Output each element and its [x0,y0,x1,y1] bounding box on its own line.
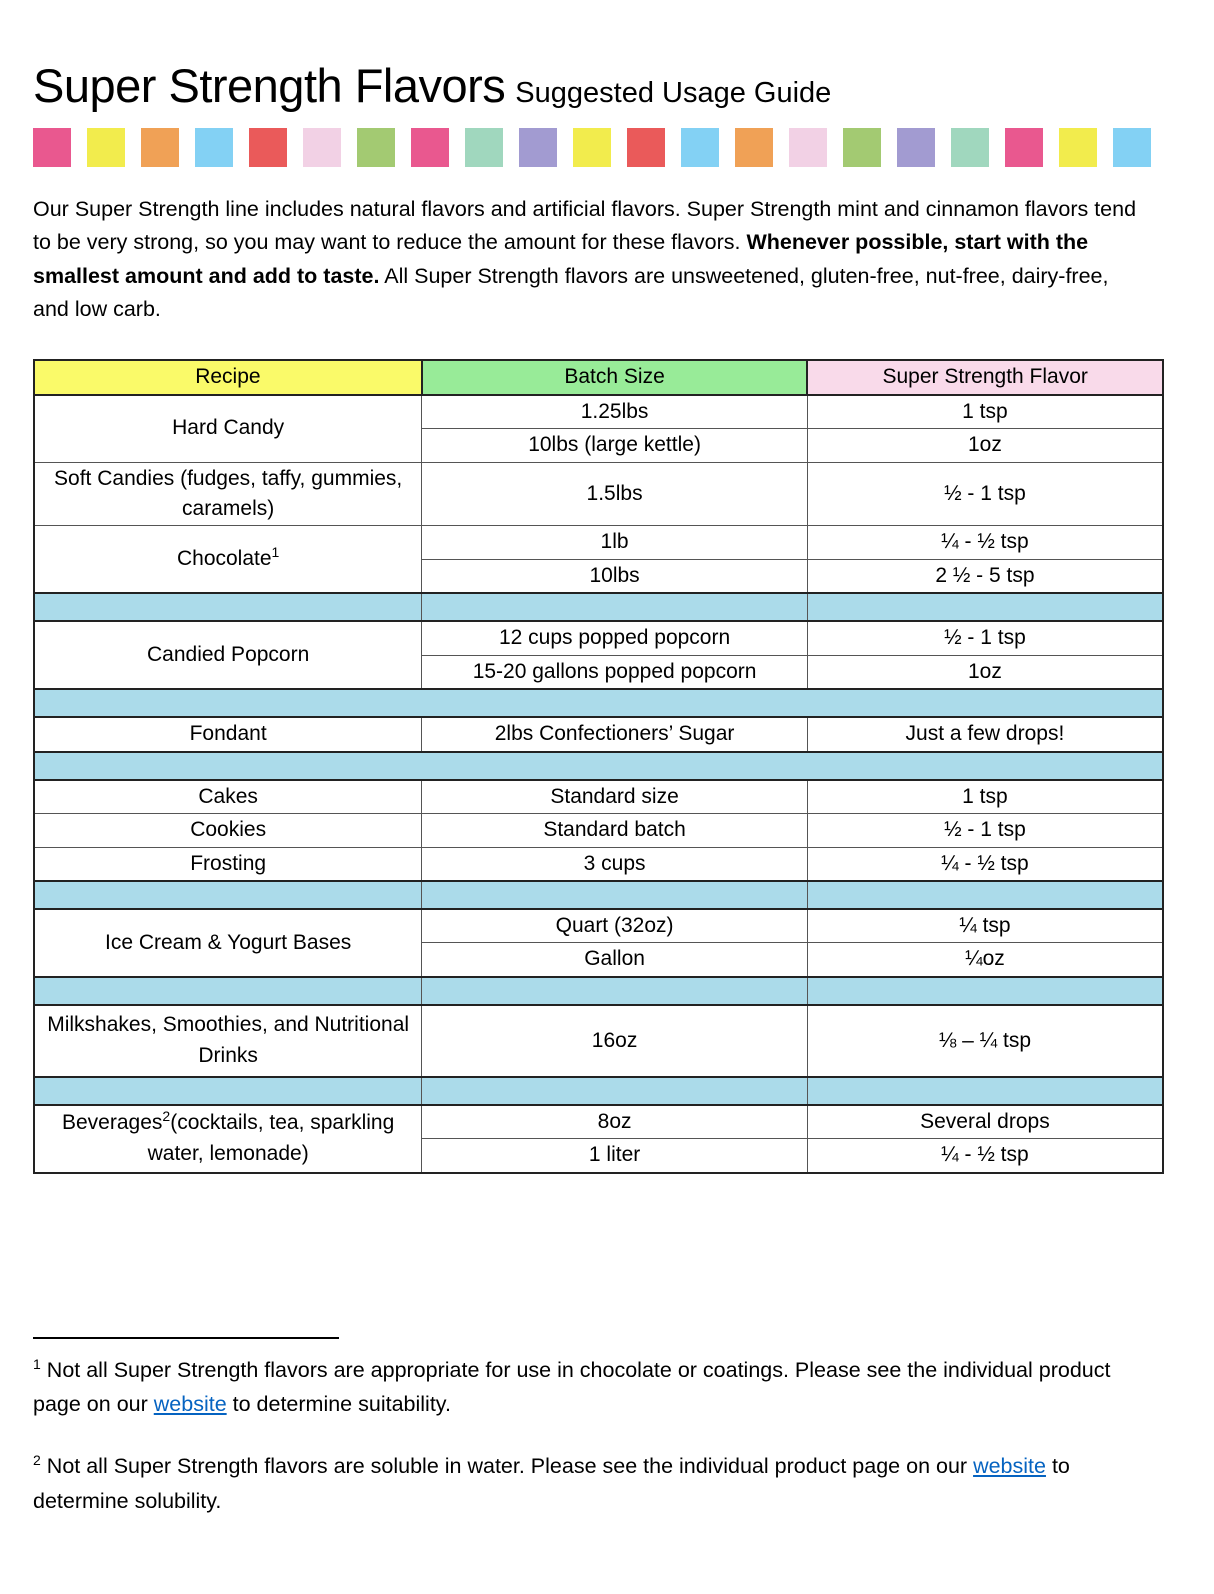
footnote-1 [33,1353,1138,1422]
stripe-square [87,128,125,167]
stripe-square [303,128,341,167]
table-row [34,717,1163,751]
footnote-marker-1: 1 [271,544,280,561]
recipe-cell: Candied Popcorn [34,621,422,689]
stripe-square [627,128,665,167]
stripe-square [141,128,179,167]
table-row [34,780,1163,814]
stripe-square [357,128,395,167]
batch-cell: 1lb [422,526,808,559]
footnote-2-text-after: to determine solubility. [33,1454,1070,1513]
flavor-cell: ¼ - ½ tsp [807,847,1163,881]
stripe-square [33,128,71,167]
flavor-cell: 1 tsp [807,780,1163,814]
stripe-square [789,128,827,167]
spacer-cell [807,1077,1163,1105]
table-row [34,814,1163,847]
stripe-square [681,128,719,167]
footnote-separator [33,1337,339,1339]
intro-text-1: Our Super Strength line includes natural flavors and artificial flavors. Super Strength mint and cinnamon flavors tend to be very strong, so you may want to reduce the amount for these flavors. [33,197,1137,255]
spacer-row [34,689,1163,717]
batch-cell: 10lbs [422,559,808,593]
batch-cell: 12 cups popped popcorn [422,621,808,655]
flavor-cell: ⅛ – ¼ tsp [807,1005,1163,1077]
footnote-marker-2: 2 [162,1108,171,1125]
spacer-cell [34,689,1163,717]
stripe-square [1113,128,1151,167]
intro-text-2: All Super Strength flavors are unsweetened, gluten-free, nut-free, dairy-free, and low carb. [33,263,1109,321]
footnote-2-marker: 2 [33,1452,41,1469]
batch-cell: 15-20 gallons popped popcorn [422,655,808,689]
stripe-square [897,128,935,167]
page-title: Super Strength Flavors [33,59,506,112]
recipe-cell: Frosting [34,847,422,881]
stripe-square [951,128,989,167]
table-row [34,1105,1163,1139]
column-header-flavor: Super Strength Flavor [807,360,1163,394]
stripe-square [195,128,233,167]
spacer-cell [807,881,1163,909]
stripe-square [249,128,287,167]
flavor-cell: Several drops [807,1105,1163,1139]
website-link[interactable]: website [153,1392,227,1417]
batch-cell: Standard size [422,780,808,814]
recipe-cell [34,1105,422,1173]
table-row [34,395,1163,429]
table-header-row [34,360,1163,394]
spacer-cell [422,977,808,1005]
batch-cell: 1.5lbs [422,462,808,526]
recipe-cell: Ice Cream & Yogurt Bases [34,909,422,977]
spacer-cell [34,977,422,1005]
spacer-cell [422,881,808,909]
batch-cell: 2lbs Confectioners’ Sugar [422,717,808,751]
stripe-square [465,128,503,167]
batch-cell: Standard batch [422,814,808,847]
batch-cell: 3 cups [422,847,808,881]
flavor-cell: 2 ½ - 5 tsp [807,559,1163,593]
spacer-cell [34,1077,422,1105]
table-row [34,462,1163,526]
spacer-row [34,1077,1163,1105]
stripe-square [519,128,557,167]
spacer-row [34,593,1163,621]
website-link[interactable]: website [973,1454,1046,1479]
footnote-2 [33,1449,1138,1518]
footnote-1-marker: 1 [33,1355,41,1372]
flavor-cell: 1 tsp [807,395,1163,429]
batch-cell: 10lbs (large kettle) [422,429,808,462]
table-row [34,847,1163,881]
spacer-cell [422,1077,808,1105]
batch-cell: 1.25lbs [422,395,808,429]
flavor-cell: ¼ - ½ tsp [807,526,1163,559]
table-row [34,526,1163,559]
stripe-square [1059,128,1097,167]
spacer-row [34,977,1163,1005]
stripe-square [1005,128,1043,167]
flavor-cell: Just a few drops! [807,717,1163,751]
recipe-text: Chocolate [176,547,272,571]
recipe-cell: Cakes [34,780,422,814]
spacer-cell [807,593,1163,621]
flavor-cell: ½ - 1 tsp [807,621,1163,655]
recipe-cell: Hard Candy [34,395,422,462]
stripe-square [735,128,773,167]
footnote-1-text-after: to determine suitability. [226,1392,451,1417]
batch-cell: 8oz [422,1105,808,1139]
batch-cell: Gallon [422,943,808,977]
recipe-cell: Fondant [34,717,422,751]
batch-cell: 1 liter [422,1139,808,1173]
recipe-cell: Soft Candies (fudges, taffy, gummies, caramels) [34,462,422,526]
batch-cell: 16oz [422,1005,808,1077]
flavor-cell: ¼ tsp [807,909,1163,943]
table-row [34,621,1163,655]
recipe-cell: Milkshakes, Smoothies, and Nutritional Drinks [34,1005,422,1077]
title-line [33,59,1164,112]
batch-cell: Quart (32oz) [422,909,808,943]
spacer-row [34,881,1163,909]
table-row [34,1005,1163,1077]
column-header-recipe: Recipe [34,360,422,394]
flavor-cell: 1oz [807,429,1163,462]
intro-paragraph [33,193,1138,326]
flavor-cell: ¼ - ½ tsp [807,1139,1163,1173]
column-header-batch-size: Batch Size [422,360,808,394]
recipe-cell [34,526,422,593]
page-subtitle: Suggested Usage Guide [515,77,832,109]
recipe-text: (cocktails, tea, sparkling water, lemonade) [147,1111,395,1165]
spacer-cell [34,593,422,621]
color-stripe [33,128,1153,167]
stripe-square [843,128,881,167]
flavor-cell: ½ - 1 tsp [807,814,1163,847]
footnote-2-text: Not all Super Strength flavors are soluble in water. Please see the individual product page on our [46,1454,974,1479]
spacer-cell [34,752,1163,780]
flavor-cell: ½ - 1 tsp [807,462,1163,526]
flavor-cell: ¼oz [807,943,1163,977]
flavor-cell: 1oz [807,655,1163,689]
table-row [34,909,1163,943]
spacer-cell [422,593,808,621]
spacer-cell [807,977,1163,1005]
recipe-cell: Cookies [34,814,422,847]
spacer-row [34,752,1163,780]
intro-text-bold: Whenever possible, start with the smallest amount and add to taste. [33,230,1089,288]
stripe-square [411,128,449,167]
spacer-cell [34,881,422,909]
usage-table [33,359,1164,1173]
footnote-1-text: Not all Super Strength flavors are appropriate for use in chocolate or coatings. Please see the individual product page on our [33,1357,1111,1417]
recipe-text: Beverages [62,1111,163,1135]
stripe-square [573,128,611,167]
